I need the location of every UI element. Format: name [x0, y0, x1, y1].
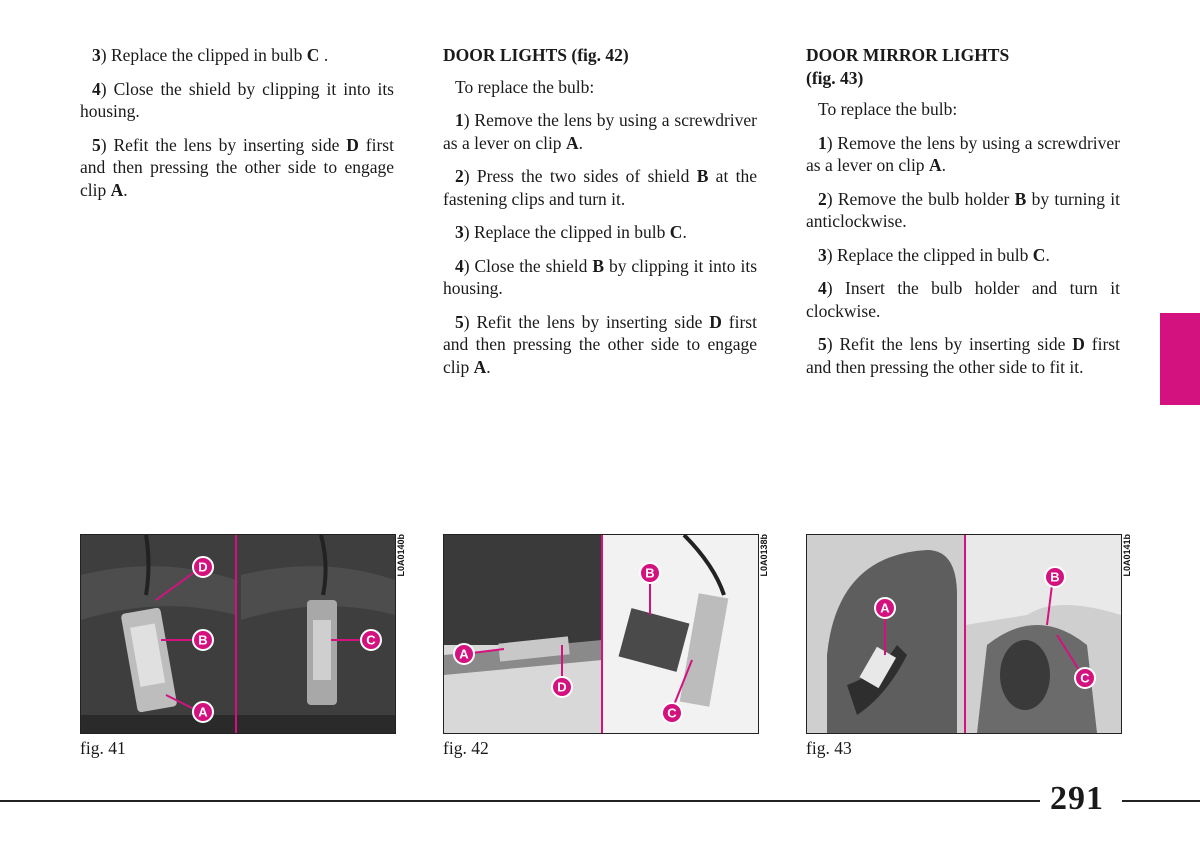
svg-text:C: C — [366, 632, 376, 648]
page-number: 291 — [1050, 780, 1104, 817]
step-paragraph: 2) Press the two sides of shield B at the fastening clips and turn it. — [443, 166, 757, 209]
section-heading-door-lights: DOOR LIGHTS (fig. 42) — [443, 45, 629, 65]
figure-code: L0A0141b — [1122, 534, 1132, 577]
intro-text: To replace the bulb: — [818, 99, 958, 119]
svg-text:D: D — [557, 679, 567, 695]
svg-text:A: A — [459, 646, 469, 662]
step-paragraph: 4) Insert the bulb holder and turn it clockwise. — [806, 278, 1120, 321]
section-heading-door-mirror-lights: DOOR MIRROR LIGHTS (fig. 43) — [806, 45, 1010, 88]
figure-42-photo — [443, 534, 759, 734]
figure-caption: fig. 43 — [806, 738, 852, 758]
footer-rule — [1122, 800, 1200, 802]
svg-text:B: B — [198, 632, 208, 648]
svg-text:B: B — [645, 565, 655, 581]
svg-text:C: C — [667, 705, 677, 721]
step-paragraph: 3) Replace the clipped in bulb C. — [818, 244, 1050, 265]
svg-text:B: B — [1050, 569, 1060, 585]
svg-text:D: D — [198, 559, 208, 575]
step-paragraph: 4) Close the shield by clipping it into its housing. — [80, 78, 394, 121]
figure-43-photo — [806, 534, 1122, 734]
step-paragraph: 3) Replace the clipped in bulb C. — [455, 222, 687, 242]
svg-text:A: A — [198, 704, 208, 720]
figure-caption: fig. 41 — [80, 738, 126, 758]
step-paragraph: 4) Close the shield B by clipping it into its housing. — [443, 255, 758, 298]
figure-code: L0A0138b — [759, 534, 769, 577]
svg-text:C: C — [1080, 670, 1090, 686]
figure-code: L0A0140b — [396, 534, 406, 577]
text-column-2 — [443, 44, 757, 389]
text-column-3 — [806, 44, 1120, 389]
step-paragraph: 5) Refit the lens by inserting side D first and then pressing the other side to engage clip A. — [80, 134, 394, 200]
step-paragraph: 1) Remove the lens by using a screwdriver as a lever on clip A. — [806, 132, 1120, 175]
intro-text: To replace the bulb: — [455, 76, 595, 97]
chapter-tab-marker — [1160, 313, 1200, 405]
svg-text:A: A — [880, 600, 890, 616]
step-paragraph: 1) Remove the lens by using a screwdriver as a lever on clip A. — [443, 110, 757, 153]
footer-rule — [0, 800, 1040, 802]
step-paragraph: 5) Refit the lens by inserting side D first and then pressing the other side to fit it. — [806, 334, 1120, 377]
step-paragraph: 5) Refit the lens by inserting side D first and then pressing the other side to engage clip A. — [443, 311, 757, 377]
text-column-1 — [80, 44, 394, 212]
figure-41-photo — [80, 534, 396, 734]
step-paragraph: 2) Remove the bulb holder B by turning it anticlockwise. — [806, 188, 1120, 231]
step-paragraph: 3) Replace the clipped in bulb C . — [92, 45, 329, 65]
figure-caption: fig. 42 — [443, 738, 489, 758]
